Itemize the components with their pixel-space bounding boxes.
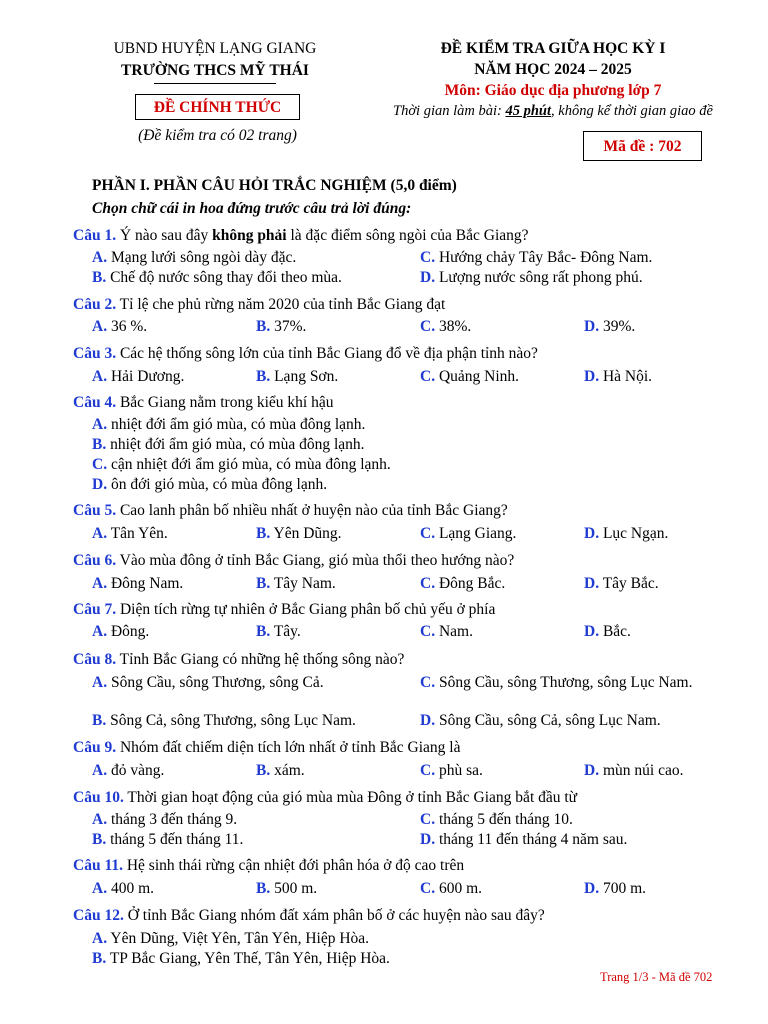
option-text: 39%.	[602, 318, 636, 335]
option-text: Lạng Sơn.	[274, 368, 339, 385]
option-letter: C.	[420, 368, 436, 385]
school-underline	[154, 83, 276, 84]
option-letter: B.	[92, 269, 107, 286]
option-text: Hà Nội.	[602, 368, 653, 385]
question-10	[73, 789, 577, 807]
option-text: Lượng nước sông rất phong phú.	[438, 269, 643, 286]
question-7	[73, 601, 495, 619]
option-letter: B.	[256, 368, 271, 385]
option	[92, 623, 149, 641]
option	[584, 762, 683, 780]
option-letter: C.	[92, 456, 108, 473]
option	[420, 318, 471, 336]
option-letter: C.	[420, 249, 436, 266]
option	[92, 525, 168, 543]
option-letter: D.	[420, 831, 436, 848]
option	[92, 811, 237, 829]
exam-header	[360, 38, 746, 122]
option-letter: C.	[420, 811, 436, 828]
question-text: Thời gian hoạt động của gió mùa mùa Đông ở tỉnh Bắc Giang bắt đầu từ	[123, 789, 578, 806]
official-label: ĐỀ CHÍNH THỨC	[135, 94, 300, 120]
option-letter: A.	[92, 762, 108, 779]
option	[584, 623, 631, 641]
question-text: Nhóm đất chiếm diện tích lớn nhất ở tỉnh Bắc Giang là	[116, 739, 461, 756]
option-text: Yên Dũng.	[273, 525, 342, 542]
question-12	[73, 907, 545, 925]
option-text: Đông Nam.	[110, 575, 184, 592]
option-letter: A.	[92, 880, 108, 897]
district-name: UBND HUYỆN LẠNG GIANG	[113, 40, 317, 57]
option	[92, 436, 365, 454]
question-4	[73, 394, 333, 412]
option-letter: A.	[92, 623, 108, 640]
option	[256, 318, 306, 336]
time-value: 45 phút	[505, 103, 552, 119]
question-number: Câu 6.	[73, 552, 117, 569]
option-text: mùn núi cao.	[602, 762, 684, 779]
option	[256, 525, 342, 543]
exam-code: Mã đề : 702	[583, 131, 702, 161]
option-letter: B.	[256, 575, 271, 592]
option-text: ôn đới gió mùa, có mùa đông lạnh.	[110, 476, 328, 493]
part-instruction: Chọn chữ cái in hoa đứng trước câu trả lời đúng:	[92, 200, 412, 217]
option-text: Nam.	[438, 623, 473, 640]
option-text: Hải Dương.	[110, 368, 185, 385]
question-number: Câu 10.	[73, 789, 124, 806]
option-letter: A.	[92, 368, 108, 385]
option-text: Tây Nam.	[273, 575, 336, 592]
option-letter: B.	[256, 318, 271, 335]
option-letter: B.	[256, 623, 271, 640]
option-text: tháng 5 đến tháng 10.	[438, 811, 573, 828]
question-number: Câu 5.	[73, 502, 117, 519]
option-letter: D.	[584, 762, 600, 779]
question-5	[73, 502, 508, 520]
option-text: Tây.	[273, 623, 301, 640]
option-letter: D.	[584, 575, 600, 592]
option	[256, 623, 301, 641]
option	[92, 269, 342, 287]
option	[92, 930, 369, 948]
question-number: Câu 12.	[73, 907, 124, 924]
option	[92, 712, 356, 730]
option	[420, 368, 519, 386]
option	[92, 880, 154, 898]
option-text: Lục Ngạn.	[602, 525, 669, 542]
option-text: Tây Bắc.	[602, 575, 659, 592]
option	[420, 762, 483, 780]
option-text: Sông Cả, sông Thương, sông Lục Nam.	[110, 712, 356, 729]
option-text: 36 %.	[110, 318, 148, 335]
question-8	[73, 651, 404, 669]
option-text: Sông Cầu, sông Thương, sông Lục Nam.	[438, 674, 693, 691]
option	[92, 368, 184, 386]
option	[92, 318, 147, 336]
option-text: cận nhiệt đới ẩm gió mùa, có mùa đông lạnh.	[110, 456, 391, 473]
option	[420, 525, 516, 543]
option	[420, 575, 505, 593]
option-text: 600 m.	[438, 880, 483, 897]
option-letter: C.	[420, 880, 436, 897]
option-text: 500 m.	[274, 880, 318, 897]
option-text: Sông Cầu, sông Thương, sông Cả.	[110, 674, 324, 691]
option-letter: C.	[420, 762, 436, 779]
question-6	[73, 552, 514, 570]
option-text: đỏ vàng.	[110, 762, 165, 779]
question-1	[73, 227, 529, 245]
option-text: Đông Bắc.	[438, 575, 506, 592]
option-text: Hướng chảy Tây Bắc- Đông Nam.	[438, 249, 653, 266]
option-text: phù sa.	[438, 762, 483, 779]
school-name: TRƯỜNG THCS MỸ THÁI	[121, 62, 309, 79]
option-text: Bắc.	[602, 623, 631, 640]
option-text: Lạng Giang.	[438, 525, 517, 542]
question-text: Bắc Giang nằm trong kiểu khí hậu	[116, 394, 334, 411]
question-number: Câu 4.	[73, 394, 117, 411]
option-letter: B.	[256, 762, 271, 779]
option-letter: C.	[420, 318, 436, 335]
option-text: TP Bắc Giang, Yên Thế, Tân Yên, Hiệp Hòa.	[109, 950, 390, 967]
option	[92, 831, 243, 849]
option	[584, 880, 646, 898]
question-text: Hệ sinh thái rừng cận nhiệt đới phân hóa ở độ cao trên	[122, 857, 465, 874]
exam-title: ĐỀ KIỂM TRA GIỮA HỌC KỲ I	[440, 40, 666, 57]
question-number: Câu 7.	[73, 601, 117, 618]
option	[420, 811, 573, 829]
question-3	[73, 345, 538, 363]
option-letter: B.	[92, 712, 107, 729]
option-letter: B.	[256, 525, 271, 542]
option	[420, 712, 661, 730]
option	[420, 249, 652, 267]
option	[420, 623, 473, 641]
time-suffix: , không kể thời gian giao đề	[551, 103, 713, 119]
question-text: Các hệ thống sông lớn của tỉnh Bắc Giang đổ về địa phận tỉnh nào?	[116, 345, 538, 362]
option-text: nhiệt đới ẩm gió mùa, có mùa đông lạnh.	[110, 416, 366, 433]
option-text: 37%.	[274, 318, 307, 335]
option-letter: A.	[92, 811, 108, 828]
option	[584, 575, 659, 593]
question-2	[73, 296, 445, 314]
option-letter: A.	[92, 674, 108, 691]
option-letter: D.	[584, 318, 600, 335]
question-text: Vào mùa đông ở tỉnh Bắc Giang, gió mùa thổi theo hướng nào?	[116, 552, 515, 569]
subject: Môn: Giáo dục địa phương lớp 7	[444, 82, 662, 99]
option-letter: D.	[584, 368, 600, 385]
option	[256, 880, 317, 898]
question-text-end: là đặc điểm sông ngòi của Bắc Giang?	[286, 227, 529, 244]
option	[92, 762, 164, 780]
option-letter: D.	[584, 623, 600, 640]
option-letter: C.	[420, 674, 436, 691]
option-letter: A.	[92, 318, 108, 335]
option-letter: A.	[92, 249, 108, 266]
question-number: Câu 3.	[73, 345, 117, 362]
option-letter: B.	[256, 880, 271, 897]
option-text: Quảng Ninh.	[438, 368, 520, 385]
option-letter: A.	[92, 930, 108, 947]
question-number: Câu 2.	[73, 296, 117, 313]
option-letter: D.	[420, 712, 436, 729]
option	[420, 269, 643, 287]
option-letter: A.	[92, 416, 108, 433]
question-11	[73, 857, 464, 875]
option	[584, 318, 635, 336]
option-text: 400 m.	[110, 880, 155, 897]
option-letter: C.	[420, 525, 436, 542]
question-number: Câu 8.	[73, 651, 117, 668]
option-letter: B.	[92, 831, 107, 848]
option	[92, 575, 183, 593]
question-text: Ở tỉnh Bắc Giang nhóm đất xám phân bố ở các huyện nào sau đây?	[123, 907, 545, 924]
option-text: 38%.	[438, 318, 472, 335]
question-number: Câu 1.	[73, 227, 117, 244]
option-letter: D.	[584, 525, 600, 542]
page-footer: Trang 1/3 - Mã đề 702	[600, 970, 713, 984]
option	[92, 674, 324, 692]
option	[92, 456, 391, 474]
option-letter: C.	[420, 623, 436, 640]
option-text: Sông Cầu, sông Cả, sông Lục Nam.	[438, 712, 661, 729]
time-note	[360, 101, 746, 122]
question-text: Ý nào sau đây	[116, 227, 213, 244]
option	[256, 575, 336, 593]
option-letter: D.	[92, 476, 108, 493]
option-text: Chế độ nước sông thay đổi theo mùa.	[110, 269, 342, 286]
option-letter: A.	[92, 525, 108, 542]
school-header	[90, 38, 340, 84]
option	[420, 674, 731, 692]
option-text: Mạng lưới sông ngòi dày đặc.	[110, 249, 297, 266]
pages-note: (Đề kiểm tra có 02 trang)	[138, 127, 297, 144]
option	[584, 368, 652, 386]
option-letter: C.	[420, 575, 436, 592]
question-9	[73, 739, 460, 757]
option-text: tháng 3 đến tháng 9.	[110, 811, 238, 828]
option	[420, 880, 482, 898]
option-text: Đông.	[110, 623, 150, 640]
option-letter: D.	[420, 269, 436, 286]
option-letter: D.	[584, 880, 600, 897]
option	[92, 950, 390, 968]
option	[256, 762, 305, 780]
option	[256, 368, 338, 386]
question-number: Câu 11.	[73, 857, 123, 874]
option	[420, 831, 627, 849]
option-text: tháng 11 đến tháng 4 năm sau.	[438, 831, 628, 848]
question-emphasis: không phải	[212, 227, 287, 244]
question-text: Diện tích rừng tự nhiên ở Bắc Giang phân bố chủ yếu ở phía	[116, 601, 496, 618]
time-prefix: Thời gian làm bài:	[393, 103, 506, 119]
part-title: PHẦN I. PHẦN CÂU HỎI TRẮC NGHIỆM (5,0 điểm)	[92, 177, 457, 194]
option-letter: B.	[92, 436, 107, 453]
question-text: Tỉ lệ che phủ rừng năm 2020 của tỉnh Bắc Giang đạt	[116, 296, 446, 313]
option	[92, 416, 365, 434]
option	[92, 476, 327, 494]
option-text: nhiệt đới ẩm gió mùa, có mùa đông lạnh.	[110, 436, 365, 453]
option-text: Yên Dũng, Việt Yên, Tân Yên, Hiệp Hòa.	[110, 930, 370, 947]
option-letter: B.	[92, 950, 107, 967]
school-year: NĂM HỌC 2024 – 2025	[474, 61, 632, 78]
option-text: 700 m.	[602, 880, 647, 897]
option	[584, 525, 668, 543]
option-text: xám.	[274, 762, 305, 779]
option-text: tháng 5 đến tháng 11.	[110, 831, 244, 848]
question-text: Cao lanh phân bố nhiều nhất ở huyện nào của tỉnh Bắc Giang?	[116, 502, 508, 519]
option	[92, 249, 296, 267]
question-number: Câu 9.	[73, 739, 117, 756]
option-text: Tân Yên.	[110, 525, 168, 542]
option-letter: A.	[92, 575, 108, 592]
question-text: Tỉnh Bắc Giang có những hệ thống sông nào?	[116, 651, 405, 668]
